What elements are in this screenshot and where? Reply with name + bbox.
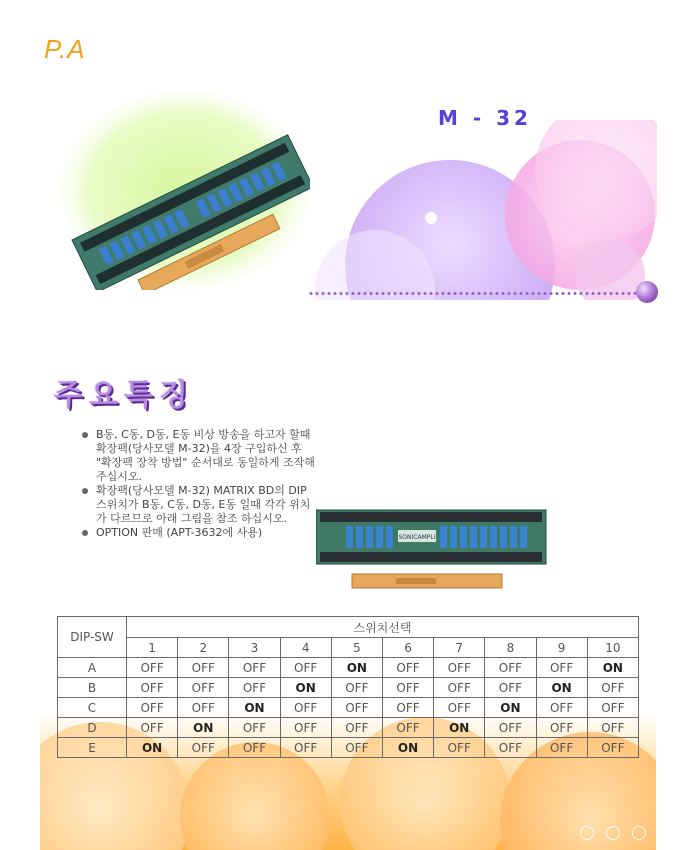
switch-state-cell: OFF <box>229 678 280 698</box>
switch-state-cell: ON <box>587 658 638 678</box>
switch-state-cell: OFF <box>127 718 178 738</box>
switch-state-cell: OFF <box>485 678 536 698</box>
switch-state-cell: ON <box>382 738 433 758</box>
bullet-icon <box>82 488 88 494</box>
brand-title: P.A <box>44 34 86 64</box>
switch-state-cell: OFF <box>331 718 382 738</box>
features-heading: 주요특징 <box>54 378 194 413</box>
row-label: D <box>58 718 127 738</box>
bullet-icon <box>82 530 88 536</box>
switch-state-cell: OFF <box>127 698 178 718</box>
row-label: A <box>58 658 127 678</box>
switch-state-cell: OFF <box>178 658 229 678</box>
column-header: 9 <box>536 638 587 658</box>
switch-state-cell: OFF <box>536 658 587 678</box>
column-number-row <box>58 638 639 658</box>
table-row <box>58 718 639 738</box>
matrix-board-image <box>316 508 548 596</box>
switch-state-cell: OFF <box>229 658 280 678</box>
switch-state-cell: ON <box>331 658 382 678</box>
switch-state-cell: OFF <box>280 658 331 678</box>
list-item: 확장팩(당사모델 M-32) MATRIX BD의 DIP 스위치가 B동, C동, D동, E동 일때 각각 위치가 다르므로 아래 그림을 참조 하십시오. <box>80 484 320 526</box>
switch-state-cell: OFF <box>178 738 229 758</box>
purple-ball-icon <box>636 281 658 303</box>
table-row <box>58 678 639 698</box>
switch-state-cell: OFF <box>280 738 331 758</box>
switch-state-cell: OFF <box>127 678 178 698</box>
switch-state-cell: OFF <box>280 698 331 718</box>
switch-state-cell: OFF <box>280 718 331 738</box>
column-header: 2 <box>178 638 229 658</box>
switch-state-cell: OFF <box>536 698 587 718</box>
switch-state-cell: ON <box>536 678 587 698</box>
list-item: OPTION 판매 (APT-3632에 사용) <box>80 526 320 540</box>
switch-state-cell: OFF <box>587 738 638 758</box>
row-label: E <box>58 738 127 758</box>
switch-state-cell: OFF <box>331 698 382 718</box>
column-header: 4 <box>280 638 331 658</box>
column-header: 10 <box>587 638 638 658</box>
board-label: SONICAMPLI <box>398 534 436 541</box>
switch-state-cell: ON <box>178 718 229 738</box>
switch-state-cell: OFF <box>434 678 485 698</box>
switch-state-cell: OFF <box>587 678 638 698</box>
switch-state-cell: OFF <box>331 738 382 758</box>
switch-state-cell: OFF <box>587 698 638 718</box>
bullet-icon <box>82 432 88 438</box>
column-header: 8 <box>485 638 536 658</box>
switch-select-header: 스위치선택 <box>127 617 639 638</box>
switch-state-cell: OFF <box>127 658 178 678</box>
switch-state-cell: OFF <box>434 698 485 718</box>
purple-bubble-decoration <box>305 120 657 300</box>
switch-state-cell: OFF <box>485 718 536 738</box>
table-row <box>58 658 639 678</box>
switch-state-cell: ON <box>127 738 178 758</box>
switch-state-cell: OFF <box>485 738 536 758</box>
column-header: 3 <box>229 638 280 658</box>
column-header: 1 <box>127 638 178 658</box>
table-corner-label: DIP-SW <box>58 617 127 658</box>
column-header: 5 <box>331 638 382 658</box>
switch-state-cell: OFF <box>229 718 280 738</box>
model-title: M - 32 <box>438 106 532 130</box>
switch-state-cell: ON <box>280 678 331 698</box>
dotted-divider <box>308 291 640 296</box>
switch-state-cell: OFF <box>587 718 638 738</box>
switch-state-cell: OFF <box>536 718 587 738</box>
switch-state-cell: OFF <box>485 658 536 678</box>
switch-state-cell: OFF <box>382 698 433 718</box>
switch-state-cell: ON <box>485 698 536 718</box>
switch-state-cell: ON <box>434 718 485 738</box>
row-label: B <box>58 678 127 698</box>
list-item: B동, C동, D동, E동 비상 방송을 하고자 할때 확장팩(당사모델 M-32)을 4장 구입하신 후 "확장팩 장착 방법" 순서대로 동일하게 조작해 주십시오. <box>80 428 320 484</box>
switch-state-cell: OFF <box>434 738 485 758</box>
switch-state-cell: ON <box>229 698 280 718</box>
switch-state-cell: OFF <box>382 718 433 738</box>
switch-state-cell: OFF <box>382 658 433 678</box>
table-row <box>58 738 639 758</box>
column-header: 7 <box>434 638 485 658</box>
switch-state-cell: OFF <box>536 738 587 758</box>
feature-list <box>80 428 320 540</box>
switch-state-cell: OFF <box>178 698 229 718</box>
row-label: C <box>58 698 127 718</box>
switch-state-cell: OFF <box>331 678 382 698</box>
table-row <box>58 698 639 718</box>
switch-state-cell: OFF <box>382 678 433 698</box>
switch-state-cell: OFF <box>434 658 485 678</box>
dip-switch-table <box>57 616 639 758</box>
switch-state-cell: OFF <box>229 738 280 758</box>
column-header: 6 <box>382 638 433 658</box>
pcb-board-image <box>60 80 310 290</box>
switch-state-cell: OFF <box>178 678 229 698</box>
